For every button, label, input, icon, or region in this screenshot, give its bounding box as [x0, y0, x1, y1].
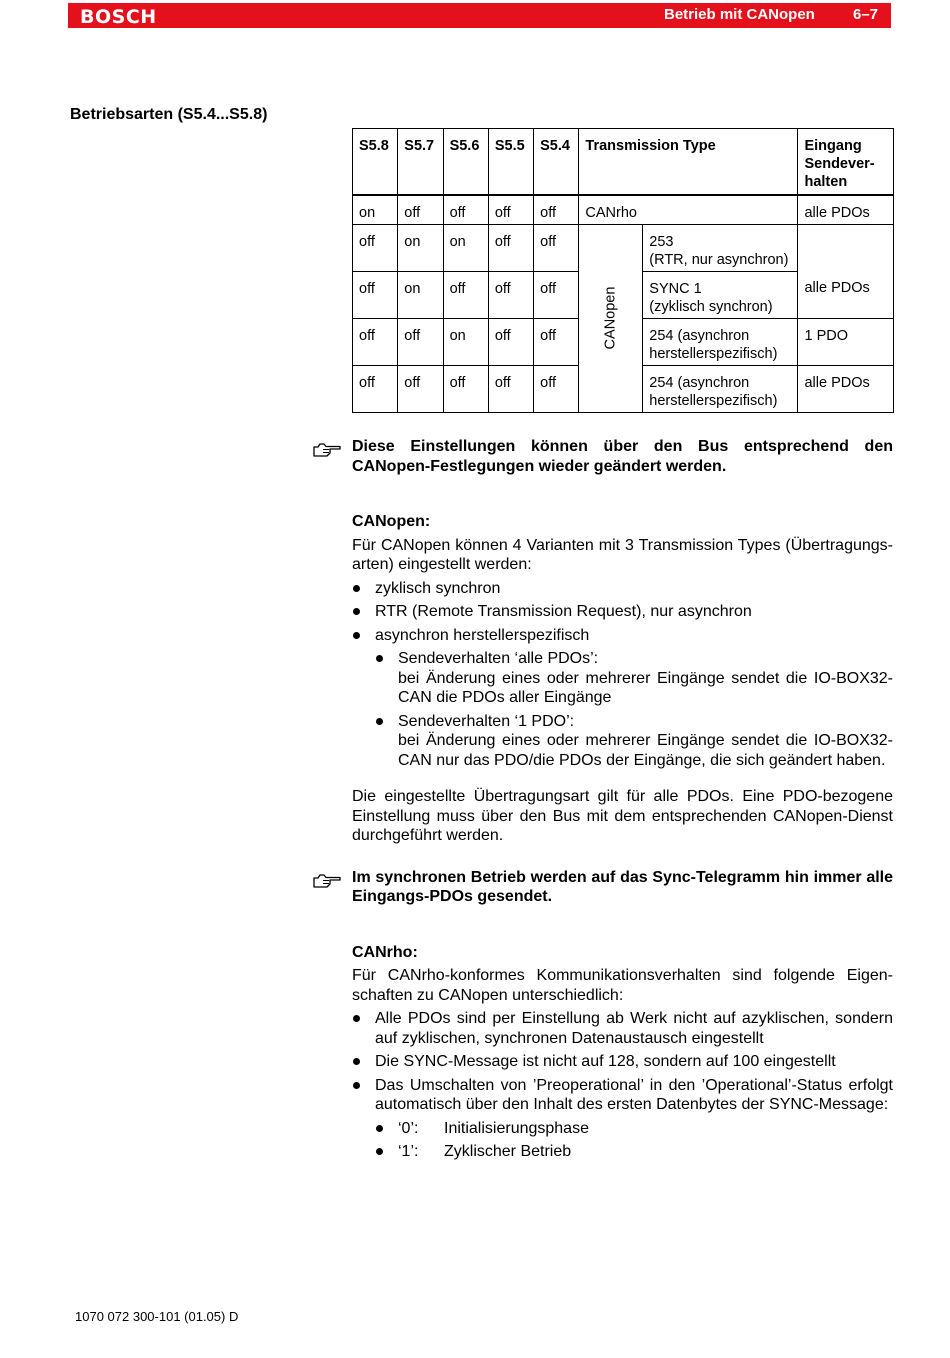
- canopen-heading: CANopen:: [352, 513, 431, 530]
- column-header: Transmission Type: [579, 129, 798, 195]
- note-paragraph: Diese Einstellungen können über den Bus entsprechend den CANopen-Festlegungen wieder geändert werden.: [352, 437, 893, 476]
- table-cell: off: [398, 365, 443, 412]
- bullet-icon: [353, 608, 360, 615]
- table-header-row: [353, 129, 894, 195]
- operating-modes-table: [352, 128, 894, 413]
- canopen-intro: Für CANopen können 4 Varianten mit 3 Transmission Types (Übertragungs-arten) eingestellt werden:: [352, 536, 893, 573]
- pointing-hand-icon: [312, 436, 342, 458]
- bullet-icon: [353, 1015, 360, 1022]
- table-row: [353, 195, 894, 225]
- list-item: Alle PDOs sind per Einstellung ab Werk nicht auf azyklischen, sondern auf zyklischen, synchronen Datenaustausch eingestellt: [352, 1009, 893, 1048]
- table-cell: off: [353, 365, 398, 412]
- list-item: Sendeverhalten ‘1 PDO’: bei Änderung eines oder mehrerer Eingänge sendet die IO-BOX32-CAN nur das PDO/die PDOs der Eingänge, die sich geändert haben.: [375, 712, 893, 771]
- table-cell: on: [398, 271, 443, 318]
- table-cell: off: [488, 271, 533, 318]
- table-cell: [798, 224, 894, 271]
- header-bar: [68, 3, 891, 28]
- chapter-title: Betrieb mit CANopen: [664, 6, 815, 23]
- list-item: asynchron herstellerspezifisch Sendeverhalten ‘alle PDOs’: bei Änderung eines oder mehrerer Eingänge sendet die IO-BOX32-CAN die PDOs aller Eingänge Sendeverhalten ‘1 PDO’: bei Änderung eines oder mehrerer Eingänge sendet die IO-BOX32-CAN nur das PDO/die PDOs der Eingänge, die sich geändert haben.: [352, 626, 893, 771]
- table-cell: off: [443, 271, 488, 318]
- table-cell: on: [443, 318, 488, 365]
- list-item: zyklisch synchron: [352, 579, 893, 599]
- table-cell: off: [353, 271, 398, 318]
- pointing-hand-icon: [312, 867, 342, 889]
- table-cell: off: [398, 195, 443, 225]
- column-header-behavior: Eingang Sendever- halten: [798, 129, 894, 195]
- list-item: Das Umschalten von ’Preoperational’ in den ’Operational’-Status erfolgt automatisch über den Inhalt des ersten Datenbytes der SYNC-Message: ‘0’: Initialisierungsphase ‘1’: Zyklischer Betrieb: [352, 1076, 893, 1162]
- table-cell: alle PDOs: [798, 365, 894, 412]
- table-cell: off: [353, 318, 398, 365]
- column-header: S5.8: [353, 129, 398, 195]
- table-cell: on: [443, 224, 488, 271]
- table-cell: off: [534, 224, 579, 271]
- table-cell: 1 PDO: [798, 318, 894, 365]
- table-cell: off: [534, 365, 579, 412]
- canopen-bullet-list: [352, 579, 893, 771]
- note-paragraph: Im synchronen Betrieb werden auf das Sync-Telegramm hin immer alle Eingangs-PDOs gesendet.: [352, 868, 893, 907]
- section-title: Betriebsarten (S5.4...S5.8): [70, 106, 268, 123]
- table-cell: alle PDOs: [798, 195, 894, 225]
- bullet-icon: [353, 632, 360, 639]
- page-number: 6–7: [853, 6, 879, 23]
- bullet-icon: [376, 718, 383, 725]
- bullet-icon: [376, 1125, 383, 1132]
- bullet-icon: [376, 1148, 383, 1155]
- canrho-intro: Für CANrho-konformes Kommunikationsverhalten sind folgende Eigen-schaften zu CANopen unterschiedlich:: [352, 967, 893, 1004]
- table-cell: off: [488, 318, 533, 365]
- canopen-vertical-label: CANopen: [602, 286, 619, 350]
- table-cell: off: [353, 224, 398, 271]
- canopen-sub-list: [375, 649, 893, 770]
- bullet-icon: [353, 585, 360, 592]
- table-cell: SYNC 1 (zyklisch synchron): [643, 271, 798, 318]
- canopen-closing: Die eingestellte Übertragungsart gilt für alle PDOs. Eine PDO-bezogene Einstellung muss über den Bus mit dem entsprechenden CANopen-Dienst durchgeführt werden.: [352, 788, 893, 844]
- column-header: S5.6: [443, 129, 488, 195]
- table-cell: 253 (RTR, nur asynchron): [643, 224, 798, 271]
- list-item: ‘1’: Zyklischer Betrieb: [375, 1142, 893, 1162]
- table-cell: off: [534, 318, 579, 365]
- table-cell: CANrho: [579, 195, 798, 225]
- table-cell: off: [443, 365, 488, 412]
- canrho-sub-list: [375, 1119, 893, 1162]
- list-item: ‘0’: Initialisierungsphase: [375, 1119, 893, 1139]
- table-cell: alle PDOs: [798, 271, 894, 318]
- canopen-vertical-label-cell: [579, 224, 643, 412]
- table-cell: off: [534, 195, 579, 225]
- bullet-icon: [376, 655, 383, 662]
- table-cell: off: [398, 318, 443, 365]
- table-cell: on: [353, 195, 398, 225]
- canrho-bullet-list: [352, 1009, 893, 1162]
- column-header: S5.7: [398, 129, 443, 195]
- bullet-icon: [353, 1058, 360, 1065]
- table-cell: off: [488, 224, 533, 271]
- table-cell: off: [488, 365, 533, 412]
- column-header: S5.5: [488, 129, 533, 195]
- table-cell: off: [443, 195, 488, 225]
- table-cell: off: [534, 271, 579, 318]
- table-row: [353, 224, 894, 271]
- table-cell: on: [398, 224, 443, 271]
- list-item: Sendeverhalten ‘alle PDOs’: bei Änderung eines oder mehrerer Eingänge sendet die IO-BOX32-CAN die PDOs aller Eingänge: [375, 649, 893, 708]
- table-cell: 254 (asynchron herstellerspezifisch): [643, 365, 798, 412]
- bullet-icon: [353, 1082, 360, 1089]
- table-cell: off: [488, 195, 533, 225]
- document-number-footer: 1070 072 300-101 (01.05) D: [75, 1309, 239, 1324]
- bosch-logo: BOSCH: [80, 6, 157, 28]
- main-content: [352, 437, 893, 1162]
- table-cell: 254 (asynchron herstellerspezifisch): [643, 318, 798, 365]
- list-item: Die SYNC-Message ist nicht auf 128, sondern auf 100 eingestellt: [352, 1052, 893, 1072]
- column-header: S5.4: [534, 129, 579, 195]
- canrho-heading: CANrho:: [352, 943, 418, 961]
- list-item: RTR (Remote Transmission Request), nur asynchron: [352, 602, 893, 622]
